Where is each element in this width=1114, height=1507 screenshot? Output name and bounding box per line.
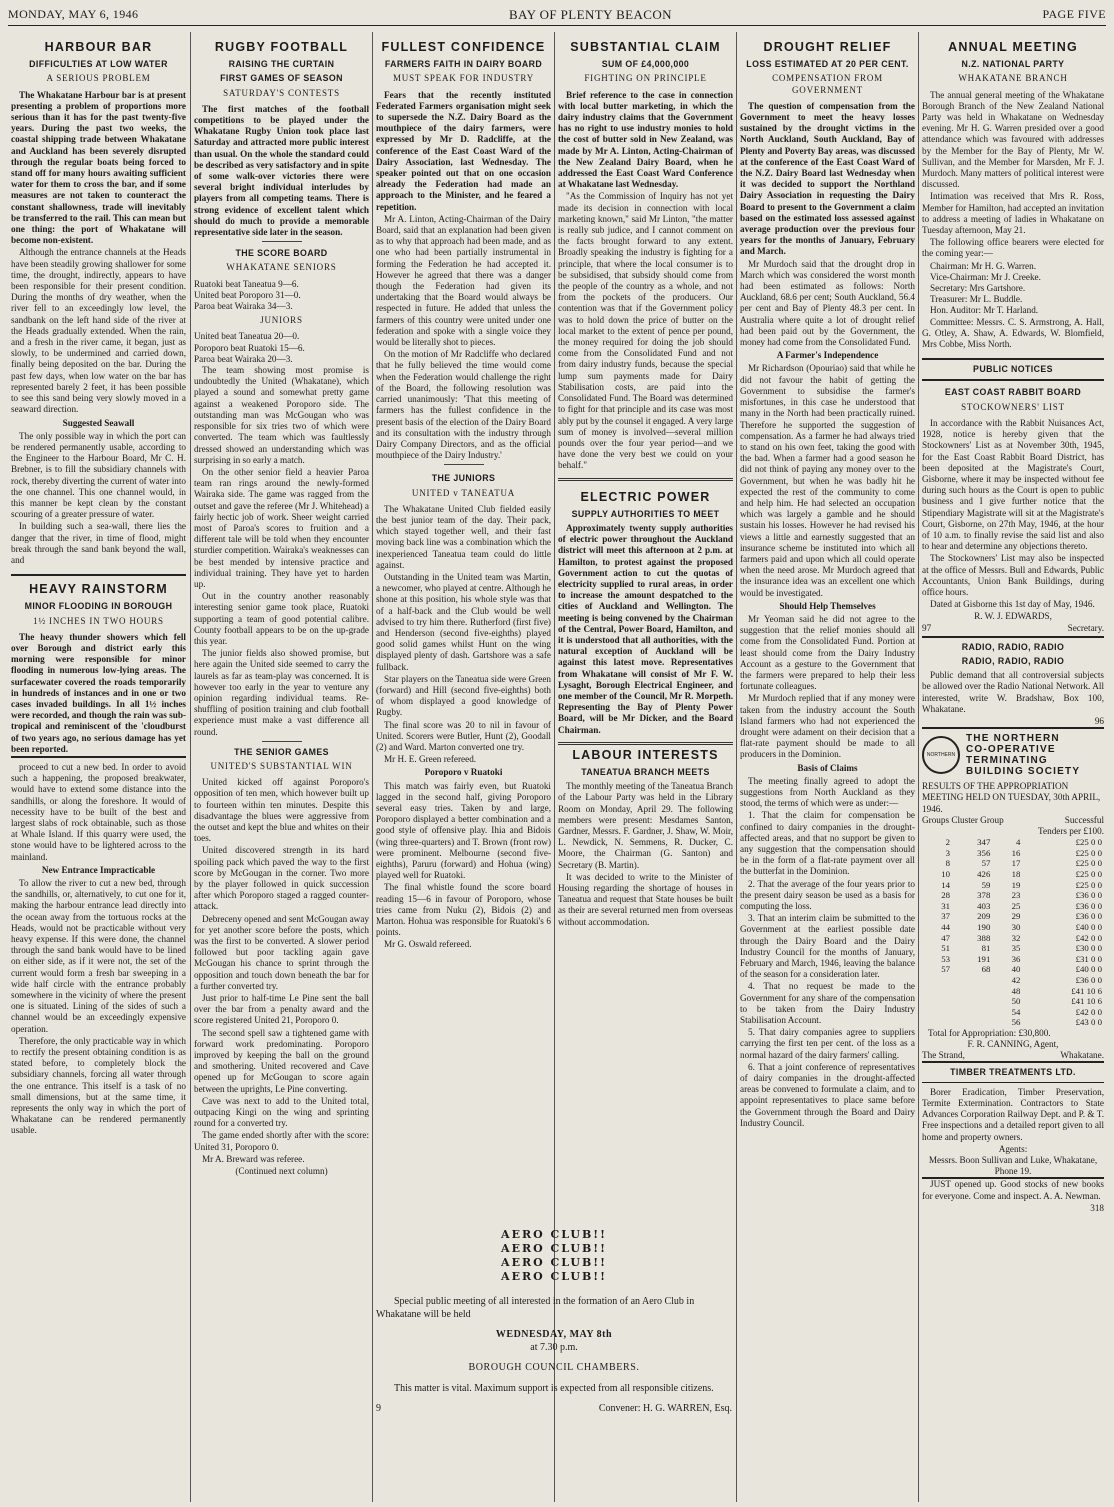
table-cell [952, 996, 992, 1007]
building-society-logo [922, 733, 1104, 777]
table-cell: 18 [1011, 868, 1021, 879]
table-row [922, 1017, 1104, 1028]
paragraph: Mr Murdoch replied that if any money were taken from the industry account the South Island farmers who had not experienced the drought were adament on their decision that a flat-rate payment should be made to all producers in the Dominion. [740, 693, 915, 760]
table-cell [922, 975, 952, 986]
paragraph: The final score was 20 to nil in favour of United. Scorers were Butler, Hunt (2), Goodall (2) and Ward. Marton converted one try. [376, 719, 551, 752]
crosshead: Basis of Claims [797, 762, 858, 773]
table-cell: 57 [941, 964, 951, 975]
notice-number: 9 [376, 1403, 381, 1414]
table-cell: £36 0 0 [1075, 900, 1102, 911]
table-cell: 4 [1015, 837, 1021, 848]
results-table [922, 837, 1104, 1028]
table-header: Successful [1064, 814, 1104, 825]
table-row [922, 911, 1104, 922]
paragraph: 4. That no request be made to the Government for any share of the compensation to be taken from the Dairy Industry Stabilisation Account. [740, 981, 915, 1026]
notice-heading: RADIO, RADIO, RADIO [961, 641, 1065, 652]
table-cell: 388 [977, 932, 991, 943]
masthead [8, 4, 1106, 26]
table-cell: 347 [977, 837, 991, 848]
table-cell [952, 975, 992, 986]
notice-number: 96 [922, 716, 1104, 729]
subheading: WHAKATANE BRANCH [958, 73, 1068, 84]
society-name: BUILDING SOCIETY [966, 766, 1081, 778]
table-cell: 31 [941, 900, 951, 911]
paragraph: On the motion of Mr Radcliffe who declared that he fully believed the time would come when the Federation would challenge the right of the Board, the following resolution was carried unanimously: 'That this meeting of farmers has the fullest confidence in the present basis of the election of the Dairy Board and its consultation with the industry through Dairy Company Directors, and as the official mouthpiece of the Dairy Industry.' [376, 349, 551, 461]
table-cell: 32 [1011, 932, 1021, 943]
table-cell: 19 [1011, 879, 1021, 890]
article-headline: DROUGHT RELIEF [763, 40, 892, 54]
table-cell: £30 0 0 [1075, 943, 1102, 954]
signature-name: R. W. J. EDWARDS, [974, 611, 1052, 622]
table-cell: £36 0 0 [1075, 911, 1102, 922]
paragraph: The second spell saw a tightened game with forward work predominating. Poroporo improved by keeping the ball on the ground and smothering. United recovered and Cave opened up for McGougan to score again between the uprights, Le Pine converting. [194, 1027, 369, 1094]
address: Whakatane. [1060, 1050, 1104, 1061]
subheading: JUNIORS [260, 315, 303, 326]
column-3 [373, 34, 554, 1224]
table-cell: £42 0 0 [1075, 1006, 1102, 1017]
result: United beat Taneatua 20—0. [194, 331, 300, 342]
article-headline: ANNUAL MEETING [948, 40, 1078, 54]
crosshead: A Farmer's Independence [776, 350, 879, 361]
table-cell: 50 [1011, 996, 1021, 1007]
result: Poroporo beat Ruatoki 15—6. [194, 342, 305, 353]
office-bearer: Treasurer: Mr L. Buddle. [930, 294, 1023, 305]
paragraph: Committee: Messrs. C. S. Armstrong, A. Hall, G. Otley, A. Shaw, A. Edwards, W. Blomfield, Mrs Cobbe, Miss North. [922, 316, 1104, 350]
table-row [922, 858, 1104, 869]
paragraph: Mr H. E. Green refereed. [384, 754, 477, 765]
crosshead: Poroporo v Ruatoki [424, 767, 503, 778]
subheading: FIRST GAMES OF SEASON [220, 73, 343, 84]
table-cell: £40 0 0 [1075, 921, 1102, 932]
table-header: Groups Cluster Group [922, 814, 1004, 825]
column-4 [555, 34, 736, 1224]
article-headline: HARBOUR BAR [44, 40, 153, 54]
section-heading: THE SCORE BOARD [235, 248, 328, 259]
table-cell [952, 986, 992, 997]
paragraph: The only possible way in which the port can be rendered permanently usable, according to the Engineer to the Harbour Board, Mr C. H. Brebner, is to fill the subsidiary channels with rock, thereby diverting the current of water into the one channel. This one channel would, in this manner be kept clean by the constant scouring of a greater pressure of water. [11, 430, 187, 520]
paragraph: Mr A. Breward was referee. [202, 1153, 305, 1164]
paragraph: In accordance with the Rabbit Nuisances Act, 1928, notice is hereby given that the Stockowners' List as at November 30th, 1945, for the East Coast Rabbit Board District, has been deposited at the Magistrate's Court, Gisborne, where it may be inspected without fee during such hours as the Court is open to public business and I give further notice that the Stipendiary Magistrate will sit at the Magistrate's Court, Gisborne, on 27th May, 1946, at the hour of 10 a.m. to finally revise the said list and also to hear and determine any objections thereto. [922, 417, 1104, 552]
paragraph: Dated at Gisborne this 1st day of May, 1946. [930, 599, 1095, 610]
ad-venue: BOROUGH COUNCIL CHAMBERS. [468, 1362, 640, 1373]
subheading: A SERIOUS PROBLEM [46, 73, 151, 84]
paragraph: 2. That the average of the four years prior to the present dairy season be used as a basis for computing the loss. [740, 878, 915, 912]
table-row [922, 848, 1104, 859]
table-cell: £25 0 0 [1075, 837, 1102, 848]
subheading: FARMERS FAITH IN DAIRY BOARD [384, 59, 543, 70]
address: The Strand, [922, 1050, 965, 1061]
table-cell: £42 0 0 [1075, 932, 1102, 943]
lead-paragraph: The Whakatane Harbour bar is at present presenting a problem of proportions more serious than it has for the past twenty-five years. During the past two weeks, the coastal shipping trade between Whakatane and Auckland has been severely disrupted through the regular boats being forced to stand off for many hours awaiting sufficient water for them to cross the bar, and if some measures are not taken to counteract the constant shallowness, trade will inevitably be transferred to the rail. This can mean but one thing: the port of Whakatane will become non-existent. [11, 89, 186, 246]
table-cell: 56 [1011, 1017, 1021, 1028]
table-cell: 54 [1011, 1006, 1021, 1017]
subheading: TANEATUA BRANCH MEETS [581, 766, 710, 777]
result: Paroa beat Wairaka 34—3. [194, 301, 293, 312]
notice-number: 318 [1090, 1202, 1104, 1213]
page-number: PAGE FIVE [1042, 7, 1106, 21]
office-bearer: Hon. Auditor: Mr T. Harland. [930, 305, 1039, 316]
paragraph: Just prior to half-time Le Pine sent the ball over the bar from a penalty award and the score registered United 21, Poroporo 0. [194, 993, 369, 1026]
paragraph: Mr G. Oswald refereed. [384, 939, 472, 950]
office-bearer: Vice-Chairman: Mr J. Creeke. [930, 271, 1041, 282]
table-row [922, 922, 1104, 933]
table-cell: 356 [977, 847, 991, 858]
society-name: CO-OPERATIVE [966, 744, 1056, 756]
table-cell: 57 [981, 858, 991, 869]
column-5 [737, 34, 918, 1500]
table-cell [922, 996, 952, 1007]
paragraph: The Stockowners' List may also be inspected at the office of Messrs. Bull and Edwards, Public Accountants, Union Bank Buildings, during office hours. [922, 553, 1104, 597]
table-row [922, 1007, 1104, 1018]
paragraph: Intimation was received that Mrs R. Ross, Member for Hamilton, had accepted an invitation to address a meeting of ladies in Whakatane on Tuesday afternoon, May 21. [922, 191, 1104, 236]
table-cell: 23 [1011, 890, 1021, 901]
table-cell: 30 [1011, 921, 1021, 932]
paragraph: On the other senior field a heavier Paroa team ran rings around the newly-formed Wairaka side. The game was ragged from the outset and gave the referee (Mr J. Whitehead) a fairly hectic job of work. Sheer weight carried most of Paroa's scores to fruition and a different tale will be told when they encounter sturdier competition. Wairaka's weaknesses can be best mended by intensive practice and individual training. They have yet to harden up. [194, 466, 369, 589]
table-cell: 17 [1011, 858, 1021, 869]
table-row [922, 996, 1104, 1007]
table-cell: 37 [941, 911, 951, 922]
paragraph: The team showing most promise is undoubtedly the United (Whakatane), which played a sound and somewhat pretty game against a weakened Poroporo side. The outstanding man was McGougan who was responsible for six tries two of which were converted. The team which was faultlessly dressed showed an understanding which was surprising in so early a match. [194, 365, 369, 465]
table-cell: £25 0 0 [1075, 879, 1102, 890]
article-box [11, 574, 186, 758]
notice-heading: RADIO, RADIO, RADIO [961, 655, 1065, 666]
table-cell: £31 0 0 [1075, 953, 1102, 964]
ad-date: WEDNESDAY, MAY 8th [495, 1329, 613, 1340]
table-row [922, 869, 1104, 880]
subheading: DIFFICULTIES AT LOW WATER [29, 59, 168, 70]
notice-heading: EAST COAST RABBIT BOARD [944, 387, 1082, 398]
paragraph: 1. That the claim for compensation be confined to dairy companies in the drought-affected areas, and that no support be given to any suggestion that the compensation should be in the form of a flat-rate payment over all the butterfat in the Dominion. [740, 810, 915, 877]
table-cell: £25 0 0 [1075, 868, 1102, 879]
continued-note: (Continued next column) [235, 1166, 328, 1177]
ad-body: Special public meeting of all interested in the formation of an Aero Club in Whakatane will be held [376, 1296, 695, 1320]
paragraph: This match was fairly even, but Ruatoki lagged in the second half, giving Poroporo several easy tries. Taken by and large, Poroporo displayed a better combination and a good style of offensive play. Ihia and Bidois (wing three-quarters) and T. Brown (front row) were prominent. Melbourne (second five-eighths), Paruru (forward) and Hohua (wing) played well for Ruatoki. [376, 780, 551, 881]
divider [262, 241, 302, 242]
table-cell: £36 0 0 [1075, 974, 1102, 985]
crosshead: New Entrance Impracticable [41, 864, 156, 875]
office-bearer: Chairman: Mr H. G. Warren. [930, 260, 1036, 271]
subheading: SATURDAY'S CONTESTS [223, 87, 340, 98]
paragraph: The following office bearers were elected for the coming year:— [922, 237, 1104, 259]
table-row [922, 880, 1104, 891]
column-1 [8, 34, 189, 1500]
table-row [922, 943, 1104, 954]
subheading: SUM OF £4,000,000 [601, 59, 690, 70]
paragraph: It was decided to write to the Minister of Housing regarding the shortage of houses in Taneatua and request that State houses be built as their are several returned men from overseas without accommodation. [558, 871, 733, 927]
subheading: N.Z. NATIONAL PARTY [961, 59, 1065, 70]
column-6 [919, 34, 1107, 1500]
subheading: COMPENSATION FROM GOVERNMENT [772, 73, 883, 95]
table-cell: £43 0 0 [1075, 1017, 1102, 1028]
table-row [922, 975, 1104, 986]
table-cell: £36 0 0 [1075, 890, 1102, 901]
section-heading: PUBLIC NOTICES [973, 364, 1053, 375]
paragraph: The final whistle found the score board reading 15—6 in favour of Poroporo, whose tries came from Nuku (2), Bidois (2) and Marton. Hohua was responsible for Ruatoki's 6 points. [376, 882, 551, 938]
subheading: WHAKATANE SENIORS [226, 262, 337, 273]
paragraph: Cave was next to add to the United total, outpacing Kingi on the wing and sprinting round for a converted try. [194, 1095, 369, 1129]
result: Ruatoki beat Taneatua 9—6. [194, 278, 299, 289]
subheading: FIGHTING ON PRINCIPLE [584, 73, 707, 84]
paragraph: Mr Richardson (Opouriao) said that while he did not favour the habit of getting the Government to subsidise the farmer's misfortunes, in this case he understood that many in the North had been practically ruined. Therefore he supported the suggestion of compensation. As a farmer he had always tried to stand on his own feet, taking the good with the bad. When a farmer had a good season he did not think of paying any money over to the Government, but when he was badly hit he expected the rest of the community to come and help him. He had selected an occupation which was largely a gamble and he should sustain his losses. However he had revised his views a little and earnestly suggested that an insurance scheme be instituted into which all farmers paid and upon which all could operate when the need arose. Mr Murdoch agreed that the insurance idea was an excellent one which would be investigated. [740, 363, 915, 598]
aero-club-advertisement [376, 1228, 732, 1496]
table-cell: £40 0 0 [1075, 964, 1102, 975]
article-headline: RUGBY FOOTBALL [214, 40, 349, 54]
paragraph: 3. That an interim claim be submitted to the Government at the earliest possible date through the Dairy Board and the Dairy Industry Council for the months of January, February and March, 1946, leaving the balance of the season for a consideration later. [740, 913, 915, 980]
table-cell: £41 10 6 [1071, 996, 1102, 1007]
table-row [922, 933, 1104, 944]
paragraph: The annual general meeting of the Whakatane Borough Branch of the New Zealand National Party was held in Whakatane on Wednesday evening. Mr H. G. Warren presided over a good attendance which was favoured with addresses by the Member for the Bay of Plenty, Mr W. Sullivan, and the Member for Marsden, Mr F. J. Murdoch. Many matters of political interest were discussed. [922, 89, 1104, 190]
paragraph: United kicked off against Poroporo's opposition of ten men, which however built up to fourteen within ten minutes. Despite this disadvantage the blues were aggressive from the outset and kept the blue and whites on their toes. [194, 777, 369, 844]
lead-paragraph: The first matches of the football competitions to be played under the Whakatane Rugby Union took place last Saturday and attracted more public interest than usual. On the whole the standard could be described as very satisfactory and in spite of some walk-over victories there were several bright individual interludes by players from all competing teams. There is strong evidence of excellent talent which should do much to provide a memorable representative side later in the season. [194, 103, 369, 238]
crosshead: Should Help Themselves [779, 600, 876, 611]
paragraph: In building such a sea-wall, there lies the danger that the river, in time of flood, might break through the sand bank beyond the wall, and [11, 521, 186, 565]
table-cell: 403 [977, 900, 991, 911]
lead-paragraph: Approximately twenty supply authorities of electric power throughout the Auckland district will meet this afternoon at 2 p.m. at Hamilton, to protest against the proposed Government action to cut the quotas of electricity supplied to rural areas, in order to increase the amount despatched to the cities of Auckland and Wellington. The meeting is being convened by the Chairman of the Central, Power Board, Hamilton, and it is understood that all authorities, with the natural exception of Auckland will be against this latest move. Representatives from Whakatane will consist of Mr F. W. Lysaght, Borough Electrical Engineer, and one member of the Council, Mr R. Morpeth. Representing the Bay of Plenty Power Board, will be Mr Dicker, and the Board Chairman. [558, 522, 733, 735]
divider [444, 464, 484, 465]
table-cell: 42 [1011, 974, 1021, 985]
paragraph: Out in the country another reasonably interesting senior game took place, Ruatoki supporting a team of good potential calibre. County football appears to be on the up-grade this year. [194, 591, 369, 646]
lead-paragraph: The heavy thunder showers which fell over Borough and district early this morning were responsible for minor flooding in numerous low-lying areas. The surfacewater covered the roads temporarily in hundreds of instances and in one or two cases invaded buildings. In all 1½ inches were recorded, and though the rain was sub-tropical and reminiscent of the 'cloudburst of two years ago, no serious damage has yet been reported. [11, 631, 186, 754]
subheading: STOCKOWNERS' LIST [961, 401, 1065, 412]
subheading: UNITED'S SUBSTANTIAL WIN [210, 760, 353, 771]
paragraph: The Whakatane United Club fielded easily the best junior team of the day. Their pack, which stayed together well, and their fast moving back line was a combination which the inexperienced Taneatua team could do little against. [376, 503, 551, 570]
ad-body: This matter is vital. Maximum support is expected from all responsible citizens. [394, 1382, 714, 1394]
subheading: MINOR FLOODING IN BOROUGH [24, 601, 173, 612]
table-cell: 190 [977, 921, 991, 932]
table-cell: 40 [1011, 964, 1021, 975]
table-cell [922, 986, 952, 997]
table-row [922, 986, 1104, 997]
notice-number: 97 [922, 622, 932, 633]
paragraph: The junior fields also showed promise, but here again the United side seemed to carry the laurels as far as team-play was concerned. It is however too early in the year to venture any opinion regarding individual teams. Re-shuffling of position training and club football experience must make a vast difference all round. [194, 648, 369, 737]
table-cell: 36 [1011, 953, 1021, 964]
table-cell: 59 [981, 879, 991, 890]
notice-heading: TIMBER TREATMENTS LTD. [922, 1067, 1104, 1082]
result: United beat Poroporo 31—0. [194, 289, 301, 300]
paragraph: Mr Murdoch said that the drought drop in March which was considered the worst month had been estimated as follows: North Auckland, 68.6 per cent; South Auckland, 56.4 per cent and Bay of Plenty 48.3 per cent. In Australia where quite a lot of drought relief had been paid out by the Government, the money had come from the Consolidated Fund. [740, 258, 915, 348]
table-cell [922, 1007, 952, 1018]
society-name: TERMINATING [966, 755, 1048, 767]
result: Paroa beat Wairaka 20—3. [194, 353, 293, 364]
agent-name: F. R. CANNING, Agent, [967, 1039, 1059, 1050]
table-cell: 44 [941, 921, 951, 932]
table-cell: 29 [1011, 911, 1021, 922]
section-heading: THE JUNIORS [431, 473, 496, 484]
table-cell [952, 1017, 992, 1028]
paragraph: Mr Yeoman said he did not agree to the suggestion that the relief monies should all come from the Consolidated Fund. Portion at least should come from the Dairy Industry Account as a gesture to the Government that the farmers were prepared to help their less fortunate colleagues. [740, 613, 915, 692]
paragraph: Public demand that all controversial subjects be allowed over the Radio National Network. All interested, write W. Bradshaw, Box 100, Whakatane. [922, 670, 1104, 714]
table-cell: 48 [1011, 985, 1021, 996]
table-cell: 3 [945, 847, 951, 858]
paragraph: Outstanding in the United team was Martin, a newcomer, who played at centre. Although he shone at this position, his whole style was that of a half-back and the Club would be well advised to try him there. Rutherford (first five) and Henderson (second five-eighths) played good solid games whilst Hunt on the wing displayed plenty of dash. Gartshore was a safe fullback. [376, 571, 551, 672]
paragraph: Star players on the Taneatua side were Green (forward) and Hill (second five-eighths) both of whom displayed a good knowledge of Rugby. [376, 673, 551, 718]
column-2 [191, 34, 372, 1500]
table-row [922, 890, 1104, 901]
paragraph: To allow the river to cut a new bed, through the sandhills, or, alternatively, to cut one for it, making the harbour entrance lead directly into the ocean away from the tortuous rocks at the Heads, would not be practicable without very heavy expense. If this were done, the channel through the sand bank would have to be lined on either side, as if it were not, the set of the current would form a fresh bar sweeping in a wide half circle with the entrance probably somewhere in the vicinity of where the present one is situated. Lining of the sides of such a channel would be an exceedingly expensive operation. [11, 878, 186, 1034]
article-headline: FULLEST CONFIDENCE [381, 40, 546, 54]
newspaper-name: BAY OF PLENTY BEACON [508, 6, 672, 22]
subheading: LOSS ESTIMATED AT 20 PER CENT. [746, 59, 909, 70]
subheading: SUPPLY AUTHORITIES TO MEET [571, 508, 720, 519]
paragraph: The monthly meeting of the Taneatua Branch of the Labour Party was held in the Library Room on Monday, April 29. The following members were present: Mesdames Santon, Gardner, Messrs. F. Gardner, J. Shaw, W. Moir, L. Newdick, N. Semmens, R. Ducker, C. Moore, the Chairman (G. Santon) and Secretary (B. Martin). [558, 781, 733, 870]
article-headline: SUBSTANTIAL CLAIM [570, 40, 721, 54]
article-headline: LABOUR INTERESTS [572, 747, 719, 762]
table-row [922, 901, 1104, 912]
issue-date: MONDAY, MAY 6, 1946 [8, 7, 139, 21]
paragraph: Although the entrance channels at the Heads have been steadily growing shallower for some time, the drought, indirectly, appears to have been responsible for their present condition. During the months of dry weather, when the river fell to an exceedingly low level, the sandbank on the left hand side of the river at the Heads gradually extended. When the rain, and a fresh in the river came, it began, just as slowly, to be undermined and carried down, finally being deposited on the bar. During the past few days, when low water on the bar has represented barely 2 feet, it has been possible to see this sand being very slowly moved in a seaward direction. [11, 247, 186, 415]
lead-paragraph: Fears that the recently instituted Federated Farmers organisation might seek to supersede the N.Z. Dairy Board as the mouthpiece of the dairy farmers, were expressed by Mr D. Radcliffe, at the conference of the East Coast Ward of the Dairy Association, last Wednesday. The speaker pointed out that on one occasion already the Federation had made an approach to the Minister, and he feared a repetition. [376, 89, 551, 212]
table-header: Tenders per £100. [1038, 825, 1104, 836]
table-cell [922, 1017, 952, 1028]
article-headline: ELECTRIC POWER [580, 489, 711, 504]
table-cell: £25 0 0 [1075, 847, 1102, 858]
table-cell: 10 [941, 868, 951, 879]
table-cell: 191 [977, 953, 991, 964]
subheading: 1½ INCHES IN TWO HOURS [33, 615, 164, 626]
paragraph: Borer Eradication, Timber Preservation, Termite Extermination. Contractors to State Advances Corporation Railway Dept. and P. & T. Free inspections and a detailed report given to all home and property owners. [922, 1086, 1104, 1142]
lead-paragraph: Brief reference to the case in connection with local butter marketing, in which the dairy industry claims that the Government has no right to use industry monies to hold the cost of butter sold in New Zealand, was made by Mr A. Linton, Acting-Chairman of the New Zealand Dairy Board, when he addressed the East Coast Ward Conference at Whakatane last Wednesday. [558, 89, 733, 190]
table-cell: 14 [941, 879, 951, 890]
table-row [922, 837, 1104, 848]
paragraph: 5. That dairy companies agree to suppliers carrying the first ten per cent. of the loss as a normal hazard of the dairy farmers' calling. [740, 1027, 915, 1060]
table-cell: 35 [1011, 943, 1021, 954]
agents-names: Messrs. Boon Sullivan and Luke, Whakatane, Phone 19. [922, 1155, 1104, 1179]
subheading: RAISING THE CURTAIN [228, 59, 335, 70]
ad-convener: Convener: H. G. WARREN, Esq. [598, 1403, 732, 1414]
table-cell: £41 10 6 [1071, 985, 1102, 996]
lead-paragraph: The question of compensation from the Government to meet the heavy losses sustained by the drought victims in the North Auckland, South Auckland, Bay of Plenty and Poverty Bay areas, was discussed at the conference of the East Coast Ward of the N.Z. Dairy Board last Wednesday when it was decided to support the Northland Dairy Association in requesting the Dairy Board to present to the Government a claim based on the estimated loss assessed against average production over the previous four years for the months of January, February and March. [740, 100, 915, 257]
notices-block [922, 358, 1104, 381]
table-cell: 47 [941, 932, 951, 943]
ad-time: at 7.30 p.m. [530, 1341, 578, 1353]
table-row [922, 954, 1104, 965]
table-cell: 51 [941, 943, 951, 954]
paragraph: Debreceny opened and sent McGougan away for yet another score before the posts, which was the first to be converted. A slower period followed but poor tackling again gave McGougan his chance to sprint through the opposition and touch down beneath the bar for a further converted try. [194, 913, 369, 991]
paragraph: Therefore, the only practicable way in which to rectify the present obtaining condition is as stated before, to completely block the subsidiary channels, forcing all water through the one entrance. This itself is a task of no small dimensions, but at the same time, it represents the only way in which the port of Whakatane can be rendered permanently usable. [11, 1035, 186, 1136]
table-cell: 53 [941, 953, 951, 964]
table-cell: 209 [977, 911, 991, 922]
paragraph: proceed to cut a new bed. In order to avoid such a happening, the proposed breakwater, would have to extend some distance into the sandhills, or along the foreshore. It would of necessity have to be built of the best and largest slabs of rock obtainable, such as those at Whale Island. If this quarry were used, the stone would have to be lightered across to the mainland. [11, 761, 186, 862]
article-headline: HEAVY RAINSTORM [29, 582, 168, 597]
subheading: UNITED v TANEATUA [411, 487, 516, 498]
paragraph: "As the Commission of Inquiry has not yet made its decision in connection with local marketing known," said Mr Linton, "the matter is really sub judice, and I cannot comment on the facts brought forward to any extent. Broadly speaking the industry is fighting for a principle, that where the local consumer is to be subsidised, that subsidy should come from the people of the country as a whole, and not from the pockets of the producers. Our contention was that if the Government policy was to hold down the price of butter on the local market to the extent of pence per pound, the money required for doing the job should come from the Consolidated Fund and not from dairy industry funds, because the special lump sum payments made for Dairy Stabilisation costs, are paid into the Consolidated Fund. The Board was determined to fight for that principle and its case was most ably put by the counsel it engaged. A very large sum of money is involved—several million pounds over the four year period—and we have done the very best we could on your behalf." [558, 191, 733, 471]
office-bearer: Secretary: Mrs Gartshore. [930, 283, 1026, 294]
table-cell: 25 [1011, 900, 1021, 911]
society-name: THE NORTHERN [966, 733, 1060, 745]
table-cell: 28 [941, 890, 951, 901]
table-cell: 2 [945, 837, 951, 848]
results-heading: RESULTS OF THE APPROPRIATION MEETING HELD ON TUESDAY, 30th APRIL, 1946. [922, 781, 1101, 814]
divider [262, 741, 302, 742]
divider [558, 478, 733, 484]
paragraph: JUST opened up. Good stocks of new books for everyone. Come and inspect. A. A. Newman. [922, 1179, 1104, 1201]
agents-label: Agents: [998, 1143, 1028, 1154]
paragraph: United discovered strength in its hard spoiling pack which paved the way to the first score by McGougan in the corner. Two more by the player followed in quick succession after which Poroporo staged a ragged counter-attack. [194, 845, 369, 912]
paragraph: Mr A. Linton, Acting-Chairman of the Dairy Board, said that an explanation had been given as to why that approach had been made, and as one who had been partially instrumental in forming the Federation he had accepted it. However he agreed that there was a danger though the Federation had given its undertaking that the Board would always be respected in future. He added that unless the farmers of this country were united under one federation and spoke with a single voice they would be literally shot to pieces. [376, 213, 551, 348]
table-cell: 16 [1011, 847, 1021, 858]
crosshead: Suggested Seawall [62, 417, 135, 428]
total-line: Total for Appropriation: £30,800. [928, 1027, 1051, 1038]
paragraph: The meeting finally agreed to adopt the suggestions from North Auckland as they stood, the terms of which were as under:— [740, 775, 915, 809]
table-cell: 426 [977, 868, 991, 879]
paragraph: The game ended shortly after with the score: United 31, Poroporo 0. [194, 1130, 369, 1152]
table-cell: 68 [981, 964, 991, 975]
table-cell: 378 [977, 890, 991, 901]
signature-title: Secretary. [1067, 622, 1104, 633]
ad-headline: AERO CLUB!! [501, 1270, 607, 1283]
paragraph: 6. That a joint conference of representatives of dairy companies in the drought-affected areas be convened to formulate a claim, and to appoint representatives to place same before the Government through the Board and Dairy Industry Council. [740, 1061, 915, 1128]
table-cell [952, 1007, 992, 1018]
table-cell: 81 [981, 943, 991, 954]
table-cell: £25 0 0 [1075, 858, 1102, 869]
ad-headline: AERO CLUB!! [501, 1228, 607, 1241]
divider [558, 742, 733, 748]
table-row [922, 964, 1104, 975]
seal-icon: NORTHERN [922, 736, 960, 774]
subheading: MUST SPEAK FOR INDUSTRY [392, 73, 534, 84]
section-heading: THE SENIOR GAMES [234, 746, 329, 757]
ad-headline: AERO CLUB!! [501, 1242, 607, 1255]
ad-headline: AERO CLUB!! [501, 1256, 607, 1269]
table-cell: 8 [945, 858, 951, 869]
